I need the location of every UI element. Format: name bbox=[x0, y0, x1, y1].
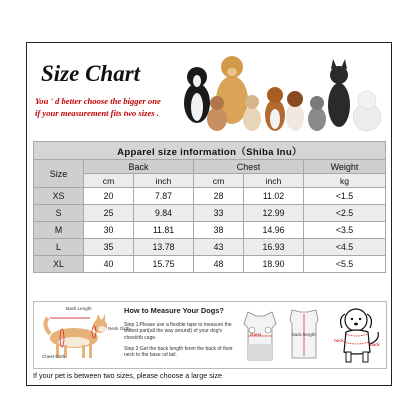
size-table-container bbox=[33, 141, 385, 311]
label-chest: chest bbox=[250, 332, 261, 337]
table-row bbox=[34, 222, 386, 239]
table-group-header bbox=[34, 160, 386, 174]
dog-french-bulldog bbox=[328, 59, 350, 127]
back-inch-cell: 7.87 bbox=[134, 188, 194, 205]
size-column-header: Size bbox=[34, 160, 84, 188]
size-cell: M bbox=[34, 222, 84, 239]
back-cm-cell: 40 bbox=[84, 256, 134, 273]
label-neck-girth: Neck Girth bbox=[108, 326, 130, 331]
size-chart-card bbox=[26, 42, 392, 386]
unit-back-cm: cm bbox=[84, 174, 134, 188]
cartoon-dog-diagram bbox=[330, 304, 384, 366]
chest-inch-cell: 11.02 bbox=[244, 188, 304, 205]
table-unit-header bbox=[34, 174, 386, 188]
chest-cm-cell: 38 bbox=[194, 222, 244, 239]
table-caption: Apparel size information（Shiba Inu） bbox=[34, 142, 386, 160]
size-table bbox=[33, 141, 386, 273]
dog-border-collie bbox=[184, 67, 210, 123]
back-cm-cell: 35 bbox=[84, 239, 134, 256]
weight-cell: <4.5 bbox=[304, 239, 386, 256]
label-chest-girth: Chest Girth bbox=[42, 354, 66, 359]
dog-chihuahua bbox=[243, 95, 261, 131]
weight-column-header: Weight bbox=[304, 160, 386, 174]
back-cm-cell: 20 bbox=[84, 188, 134, 205]
dogs-group-photo bbox=[177, 45, 389, 135]
unit-weight-kg: kg bbox=[304, 174, 386, 188]
advice-line-2: if your measurement fits two sizes . bbox=[35, 108, 159, 118]
chest-inch-cell: 12.99 bbox=[244, 205, 304, 222]
table-row bbox=[34, 256, 386, 273]
chest-inch-cell: 18.90 bbox=[244, 256, 304, 273]
unit-back-inch: inch bbox=[134, 174, 194, 188]
table-row bbox=[34, 188, 386, 205]
dog-spaniel bbox=[286, 91, 304, 131]
cat-white-persian bbox=[353, 91, 381, 131]
back-cm-cell: 25 bbox=[84, 205, 134, 222]
back-cm-cell: 30 bbox=[84, 222, 134, 239]
chest-cm-cell: 48 bbox=[194, 256, 244, 273]
label-back-length: Back Length bbox=[66, 306, 92, 311]
weight-cell: <5.5 bbox=[304, 256, 386, 273]
chest-inch-cell: 16.93 bbox=[244, 239, 304, 256]
unit-chest-cm: cm bbox=[194, 174, 244, 188]
weight-cell: <2.5 bbox=[304, 205, 386, 222]
chest-column-header: Chest bbox=[194, 160, 304, 174]
label-back: back bbox=[370, 342, 380, 347]
back-inch-cell: 9.84 bbox=[134, 205, 194, 222]
unit-chest-inch: inch bbox=[244, 174, 304, 188]
back-inch-cell: 15.75 bbox=[134, 256, 194, 273]
header bbox=[27, 43, 391, 139]
chest-cm-cell: 43 bbox=[194, 239, 244, 256]
label-back-length-lower: back length bbox=[292, 332, 316, 337]
size-tip-note: If your pet is between two sizes, please choose a large size bbox=[33, 371, 222, 380]
weight-cell: <3.5 bbox=[304, 222, 386, 239]
measure-guide-title: How to Measure Your Dogs? bbox=[124, 306, 224, 315]
size-cell: XL bbox=[34, 256, 84, 273]
chest-cm-cell: 28 bbox=[194, 188, 244, 205]
measure-step-1: Step 1:Please use a flexible tape to measure the widest part(all the way around) of your dog's chest/rib cage. bbox=[124, 322, 232, 341]
measure-step-2: Step 2:Get the back length feom the back of their neck to the base od tail. bbox=[124, 346, 233, 359]
cat-grey bbox=[308, 96, 326, 131]
size-cell: XS bbox=[34, 188, 84, 205]
chest-cm-cell: 33 bbox=[194, 205, 244, 222]
weight-cell: <1.5 bbox=[304, 188, 386, 205]
advice-line-1: You ' d better choose the bigger one bbox=[35, 96, 161, 106]
label-neck: neck bbox=[334, 338, 344, 343]
back-inch-cell: 11.81 bbox=[134, 222, 194, 239]
table-row bbox=[34, 205, 386, 222]
page-title: Size Chart bbox=[41, 61, 141, 86]
measurement-guide bbox=[33, 301, 387, 369]
table-row bbox=[34, 239, 386, 256]
size-cell: S bbox=[34, 205, 84, 222]
back-column-header: Back bbox=[84, 160, 194, 174]
table-caption-row bbox=[34, 142, 386, 160]
dog-beagle bbox=[265, 87, 285, 131]
back-inch-cell: 13.78 bbox=[134, 239, 194, 256]
size-cell: L bbox=[34, 239, 84, 256]
chest-inch-cell: 14.96 bbox=[244, 222, 304, 239]
